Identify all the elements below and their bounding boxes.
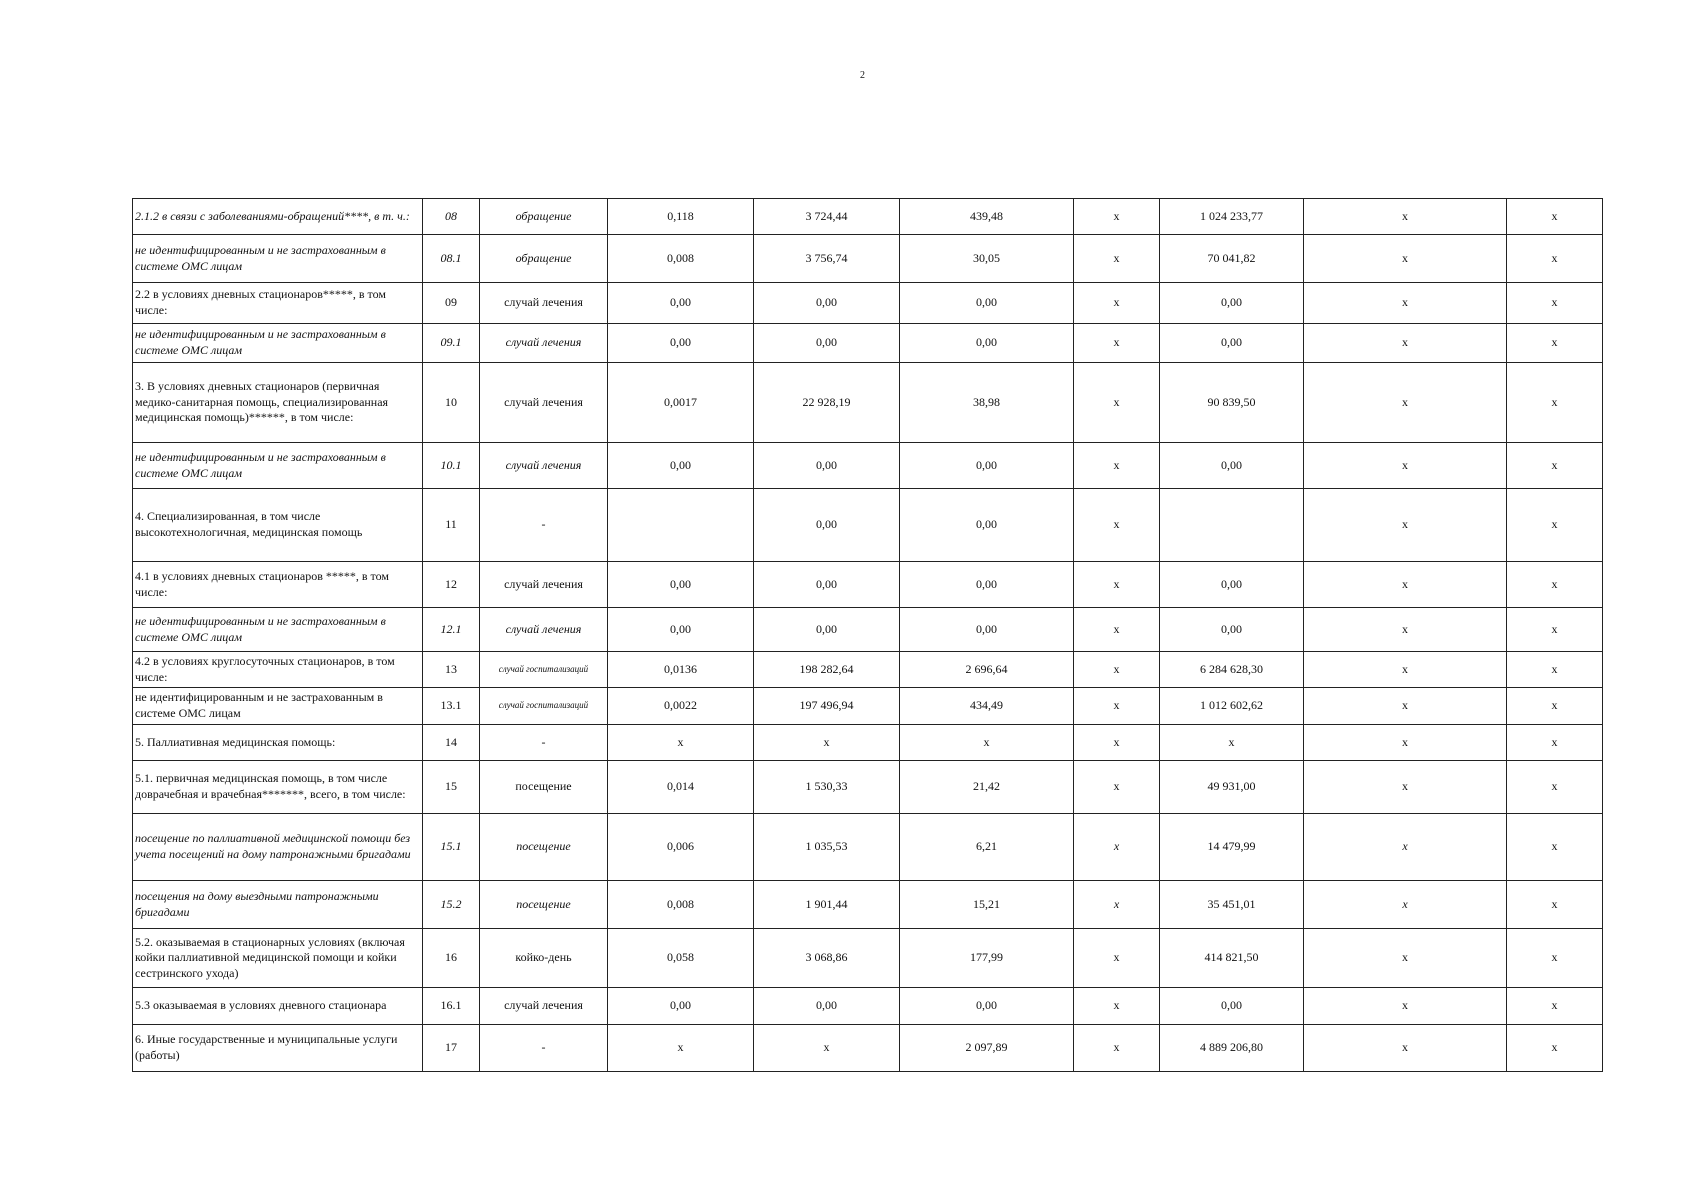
cell-budget-per-capita: x (1074, 652, 1160, 688)
cell-unit-cost: 0,00 (754, 489, 900, 562)
cell-budget-per-capita: x (1074, 199, 1160, 235)
table-row (133, 725, 1603, 761)
financing-table (132, 198, 1603, 1072)
cell-budget-per-capita: x (1074, 688, 1160, 725)
cell-volume-per-person: 0,118 (608, 199, 754, 235)
cell-budget-cost: x (1304, 814, 1507, 881)
cell-budget-per-capita: x (1074, 881, 1160, 929)
cell-unit-cost: 0,00 (754, 443, 900, 489)
cell-total-cost: 1 012 602,62 (1160, 688, 1304, 725)
cell-per-capita-norm: x (900, 725, 1074, 761)
row-name: не идентифицированным и не застрахованным в системе ОМС лицам (133, 688, 423, 725)
table-row (133, 562, 1603, 608)
row-code: 16 (423, 929, 480, 988)
row-unit: случай госпитализаций (480, 688, 608, 725)
cell-unit-cost: 0,00 (754, 283, 900, 324)
cell-share: x (1507, 814, 1603, 881)
row-code: 08.1 (423, 235, 480, 283)
row-code: 08 (423, 199, 480, 235)
cell-per-capita-norm: 2 097,89 (900, 1025, 1074, 1072)
cell-volume-per-person: 0,00 (608, 608, 754, 652)
cell-share: x (1507, 443, 1603, 489)
cell-per-capita-norm: 439,48 (900, 199, 1074, 235)
cell-per-capita-norm: 0,00 (900, 608, 1074, 652)
row-unit: обращение (480, 199, 608, 235)
cell-share: x (1507, 363, 1603, 443)
table-row (133, 988, 1603, 1025)
cell-budget-cost: x (1304, 489, 1507, 562)
cell-budget-per-capita: x (1074, 929, 1160, 988)
table-row (133, 443, 1603, 489)
cell-budget-per-capita: x (1074, 443, 1160, 489)
cell-total-cost: 4 889 206,80 (1160, 1025, 1304, 1072)
cell-volume-per-person: 0,008 (608, 235, 754, 283)
row-name: 5.1. первичная медицинская помощь, в том числе доврачебная и врачебная*******, всего, в том числе: (133, 761, 423, 814)
cell-budget-per-capita: x (1074, 489, 1160, 562)
cell-per-capita-norm: 0,00 (900, 562, 1074, 608)
cell-per-capita-norm: 177,99 (900, 929, 1074, 988)
row-code: 16.1 (423, 988, 480, 1025)
table-row (133, 235, 1603, 283)
cell-total-cost: 0,00 (1160, 608, 1304, 652)
cell-share: x (1507, 761, 1603, 814)
cell-budget-per-capita: x (1074, 235, 1160, 283)
row-code: 13 (423, 652, 480, 688)
row-name: 3. В условиях дневных стационаров (первичная медико-санитарная помощь, специализированная медицинская помощь)******, в том числе: (133, 363, 423, 443)
row-code: 15 (423, 761, 480, 814)
cell-unit-cost: 1 901,44 (754, 881, 900, 929)
table-row (133, 199, 1603, 235)
row-unit: - (480, 1025, 608, 1072)
cell-unit-cost: 0,00 (754, 324, 900, 363)
row-unit: случай лечения (480, 283, 608, 324)
cell-total-cost: 0,00 (1160, 443, 1304, 489)
cell-budget-cost: x (1304, 235, 1507, 283)
row-unit: случай госпитализаций (480, 652, 608, 688)
row-unit: случай лечения (480, 443, 608, 489)
row-name: не идентифицированным и не застрахованным в системе ОМС лицам (133, 235, 423, 283)
row-name: 4.2 в условиях круглосуточных стационаров, в том числе: (133, 652, 423, 688)
cell-unit-cost: 0,00 (754, 608, 900, 652)
cell-per-capita-norm: 0,00 (900, 988, 1074, 1025)
table-row (133, 688, 1603, 725)
table-row (133, 363, 1603, 443)
cell-budget-cost: x (1304, 881, 1507, 929)
cell-budget-cost: x (1304, 1025, 1507, 1072)
cell-per-capita-norm: 21,42 (900, 761, 1074, 814)
cell-per-capita-norm: 30,05 (900, 235, 1074, 283)
cell-share: x (1507, 929, 1603, 988)
cell-volume-per-person: x (608, 1025, 754, 1072)
cell-budget-cost: x (1304, 688, 1507, 725)
table-row (133, 761, 1603, 814)
cell-unit-cost: 1 035,53 (754, 814, 900, 881)
row-code: 13.1 (423, 688, 480, 725)
row-unit: случай лечения (480, 324, 608, 363)
cell-per-capita-norm: 2 696,64 (900, 652, 1074, 688)
cell-unit-cost: x (754, 1025, 900, 1072)
cell-share: x (1507, 562, 1603, 608)
row-name: не идентифицированным и не застрахованным в системе ОМС лицам (133, 608, 423, 652)
cell-budget-per-capita: x (1074, 324, 1160, 363)
cell-unit-cost: 3 068,86 (754, 929, 900, 988)
row-unit: случай лечения (480, 562, 608, 608)
table-body (133, 199, 1603, 1072)
cell-unit-cost: 1 530,33 (754, 761, 900, 814)
cell-budget-cost: x (1304, 363, 1507, 443)
cell-budget-per-capita: x (1074, 608, 1160, 652)
row-unit: случай лечения (480, 363, 608, 443)
cell-total-cost: 0,00 (1160, 562, 1304, 608)
cell-per-capita-norm: 434,49 (900, 688, 1074, 725)
cell-total-cost: 0,00 (1160, 283, 1304, 324)
cell-per-capita-norm: 15,21 (900, 881, 1074, 929)
cell-budget-per-capita: x (1074, 814, 1160, 881)
cell-per-capita-norm: 0,00 (900, 443, 1074, 489)
cell-budget-cost: x (1304, 443, 1507, 489)
cell-unit-cost: 198 282,64 (754, 652, 900, 688)
table-row (133, 1025, 1603, 1072)
row-code: 11 (423, 489, 480, 562)
table-row (133, 814, 1603, 881)
table-row (133, 881, 1603, 929)
cell-per-capita-norm: 0,00 (900, 283, 1074, 324)
table-row (133, 652, 1603, 688)
row-code: 10 (423, 363, 480, 443)
table-row (133, 489, 1603, 562)
row-name: 2.1.2 в связи с заболеваниями-обращений****, в т. ч.: (133, 199, 423, 235)
table-row (133, 324, 1603, 363)
row-code: 12.1 (423, 608, 480, 652)
cell-budget-per-capita: x (1074, 1025, 1160, 1072)
row-name: 4. Специализированная, в том числе высокотехнологичная, медицинская помощь (133, 489, 423, 562)
row-unit: посещение (480, 814, 608, 881)
cell-budget-cost: x (1304, 929, 1507, 988)
cell-volume-per-person: 0,014 (608, 761, 754, 814)
row-code: 15.1 (423, 814, 480, 881)
cell-total-cost: 6 284 628,30 (1160, 652, 1304, 688)
row-unit: койко-день (480, 929, 608, 988)
row-unit: - (480, 725, 608, 761)
row-unit: - (480, 489, 608, 562)
row-code: 15.2 (423, 881, 480, 929)
cell-budget-cost: x (1304, 725, 1507, 761)
cell-per-capita-norm: 6,21 (900, 814, 1074, 881)
cell-share: x (1507, 199, 1603, 235)
cell-volume-per-person: 0,006 (608, 814, 754, 881)
cell-share: x (1507, 652, 1603, 688)
row-name: посещения на дому выездными патронажными бригадами (133, 881, 423, 929)
cell-per-capita-norm: 0,00 (900, 489, 1074, 562)
cell-total-cost: 70 041,82 (1160, 235, 1304, 283)
cell-share: x (1507, 608, 1603, 652)
cell-total-cost: 1 024 233,77 (1160, 199, 1304, 235)
row-unit: посещение (480, 881, 608, 929)
row-name: не идентифицированным и не застрахованным в системе ОМС лицам (133, 324, 423, 363)
cell-budget-per-capita: x (1074, 725, 1160, 761)
row-name: посещение по паллиативной медицинской помощи без учета посещений на дому патронажными бригадами (133, 814, 423, 881)
table-row (133, 283, 1603, 324)
cell-unit-cost: x (754, 725, 900, 761)
cell-total-cost: 35 451,01 (1160, 881, 1304, 929)
cell-per-capita-norm: 38,98 (900, 363, 1074, 443)
cell-budget-cost: x (1304, 283, 1507, 324)
cell-volume-per-person: x (608, 725, 754, 761)
cell-unit-cost: 0,00 (754, 988, 900, 1025)
cell-budget-per-capita: x (1074, 283, 1160, 324)
cell-share: x (1507, 988, 1603, 1025)
cell-volume-per-person: 0,00 (608, 562, 754, 608)
cell-budget-cost: x (1304, 608, 1507, 652)
cell-unit-cost: 3 756,74 (754, 235, 900, 283)
cell-volume-per-person (608, 489, 754, 562)
cell-volume-per-person: 0,00 (608, 443, 754, 489)
cell-volume-per-person: 0,0022 (608, 688, 754, 725)
row-unit: обращение (480, 235, 608, 283)
cell-volume-per-person: 0,0136 (608, 652, 754, 688)
cell-share: x (1507, 283, 1603, 324)
cell-total-cost: 0,00 (1160, 324, 1304, 363)
cell-budget-per-capita: x (1074, 988, 1160, 1025)
cell-share: x (1507, 725, 1603, 761)
cell-volume-per-person: 0,00 (608, 283, 754, 324)
row-code: 12 (423, 562, 480, 608)
cell-total-cost: 0,00 (1160, 988, 1304, 1025)
cell-budget-per-capita: x (1074, 363, 1160, 443)
row-name: не идентифицированным и не застрахованным в системе ОМС лицам (133, 443, 423, 489)
cell-volume-per-person: 0,058 (608, 929, 754, 988)
table-row (133, 608, 1603, 652)
row-name: 4.1 в условиях дневных стационаров *****, в том числе: (133, 562, 423, 608)
cell-total-cost: 414 821,50 (1160, 929, 1304, 988)
cell-budget-cost: x (1304, 988, 1507, 1025)
cell-total-cost: 90 839,50 (1160, 363, 1304, 443)
cell-volume-per-person: 0,008 (608, 881, 754, 929)
cell-budget-cost: x (1304, 652, 1507, 688)
cell-budget-cost: x (1304, 562, 1507, 608)
row-code: 17 (423, 1025, 480, 1072)
cell-budget-cost: x (1304, 761, 1507, 814)
row-name: 5.3 оказываемая в условиях дневного стационара (133, 988, 423, 1025)
cell-share: x (1507, 235, 1603, 283)
cell-total-cost: x (1160, 725, 1304, 761)
cell-budget-cost: x (1304, 199, 1507, 235)
cell-budget-cost: x (1304, 324, 1507, 363)
cell-volume-per-person: 0,00 (608, 324, 754, 363)
row-code: 09 (423, 283, 480, 324)
row-code: 09.1 (423, 324, 480, 363)
row-unit: случай лечения (480, 608, 608, 652)
cell-share: x (1507, 489, 1603, 562)
cell-unit-cost: 3 724,44 (754, 199, 900, 235)
cell-budget-per-capita: x (1074, 562, 1160, 608)
row-name: 5. Паллиативная медицинская помощь: (133, 725, 423, 761)
row-name: 5.2. оказываемая в стационарных условиях (включая койки паллиативной медицинской помощи и койки сестринского ухода) (133, 929, 423, 988)
cell-total-cost: 14 479,99 (1160, 814, 1304, 881)
row-code: 14 (423, 725, 480, 761)
cell-share: x (1507, 324, 1603, 363)
cell-share: x (1507, 881, 1603, 929)
cell-share: x (1507, 688, 1603, 725)
page-number: 2 (860, 70, 865, 81)
row-name: 6. Иные государственные и муниципальные услуги (работы) (133, 1025, 423, 1072)
row-unit: посещение (480, 761, 608, 814)
table-row (133, 929, 1603, 988)
cell-volume-per-person: 0,0017 (608, 363, 754, 443)
cell-volume-per-person: 0,00 (608, 988, 754, 1025)
cell-total-cost: 49 931,00 (1160, 761, 1304, 814)
row-code: 10.1 (423, 443, 480, 489)
cell-unit-cost: 0,00 (754, 562, 900, 608)
cell-per-capita-norm: 0,00 (900, 324, 1074, 363)
row-unit: случай лечения (480, 988, 608, 1025)
cell-budget-per-capita: x (1074, 761, 1160, 814)
cell-unit-cost: 22 928,19 (754, 363, 900, 443)
cell-unit-cost: 197 496,94 (754, 688, 900, 725)
row-name: 2.2 в условиях дневных стационаров*****, в том числе: (133, 283, 423, 324)
cell-total-cost (1160, 489, 1304, 562)
cell-share: x (1507, 1025, 1603, 1072)
